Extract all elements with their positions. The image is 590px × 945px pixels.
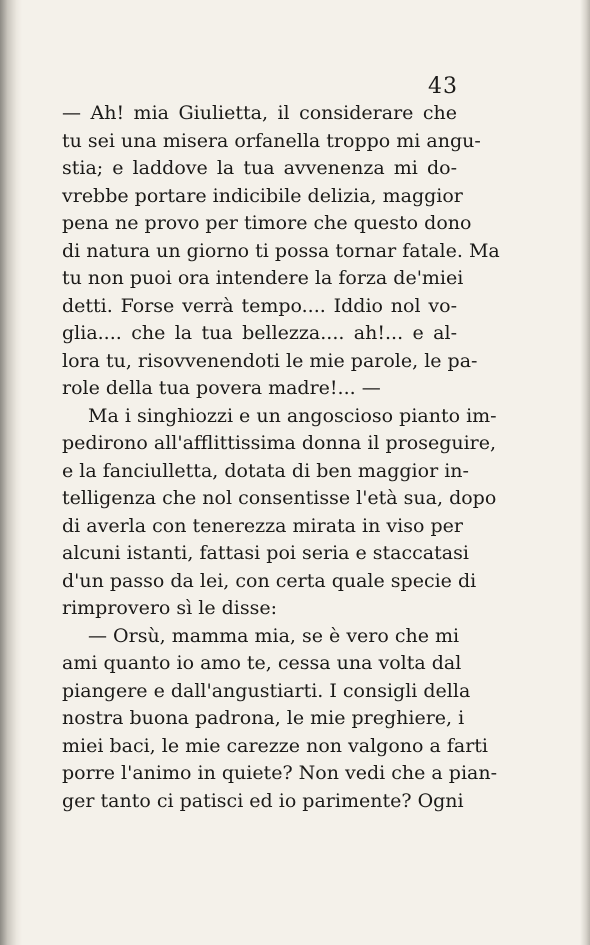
text-line: ger tanto ci patisci ed io parimente? Ogni [62,789,464,812]
text-line: tu non puoi ora intendere la forza de'miei [62,267,464,289]
text-line: vrebbe portare indicibile delizia, maggior [62,184,463,207]
paragraph-2 [62,403,497,623]
text-line: — Ah! mia Giulietta, il considerare che [62,102,457,124]
text-line: rimprovero sì le disse: [62,597,278,619]
text-line: telligenza che nol consentisse l'età sua, dopo [62,487,497,509]
text-line: glia.... che la tua bellezza.... ah!... e al- [62,322,457,344]
text-line: porre l'animo in quiete? Non vedi che a pian- [62,762,498,784]
page-body [62,100,500,815]
text-line: e la fanciulletta, dotata di ben maggior in- [62,459,469,482]
text-line: di averla con tenerezza mirata in viso per [62,514,463,537]
text-line: nostra buona padrona, le mie preghiere, i [62,707,465,729]
paragraph-1 [62,100,500,403]
text-line: d'un passo da lei, con certa quale specie di [62,569,477,592]
text-line: piangere e dall'angustiarti. I consigli della [62,679,471,702]
text-line: miei baci, le mie carezze non valgono a farti [62,734,489,757]
text-line: stia; e laddove la tua avvenenza mi do- [62,157,457,179]
text-line: di natura un giorno ti possa tornar fatale. Ma [62,239,500,262]
paragraph-3 [62,623,498,816]
text-line: — Orsù, mamma mia, se è vero che mi [88,624,460,647]
page-edge [580,0,590,945]
text-line: tu sei una misera orfanella troppo mi angu- [62,129,481,152]
binding-shadow [0,0,22,945]
text-line: role della tua povera madre!... — [62,377,381,399]
text-line: detti. Forse verrà tempo.... Iddio nol vo- [62,294,457,317]
text-line: lora tu, risovvenendoti le mie parole, le pa- [62,349,478,372]
text-line: pedirono all'afflittissima donna il proseguire, [62,432,497,454]
text-line: alcuni istanti, fattasi poi seria e staccatasi [62,542,469,564]
page-number: 43 [428,74,458,99]
text-line: ami quanto io amo te, cessa una volta dal [62,652,462,674]
text-line: Ma i singhiozzi e un angoscioso pianto im- [88,404,497,427]
text-line: pena ne provo per timore che questo dono [62,212,472,234]
